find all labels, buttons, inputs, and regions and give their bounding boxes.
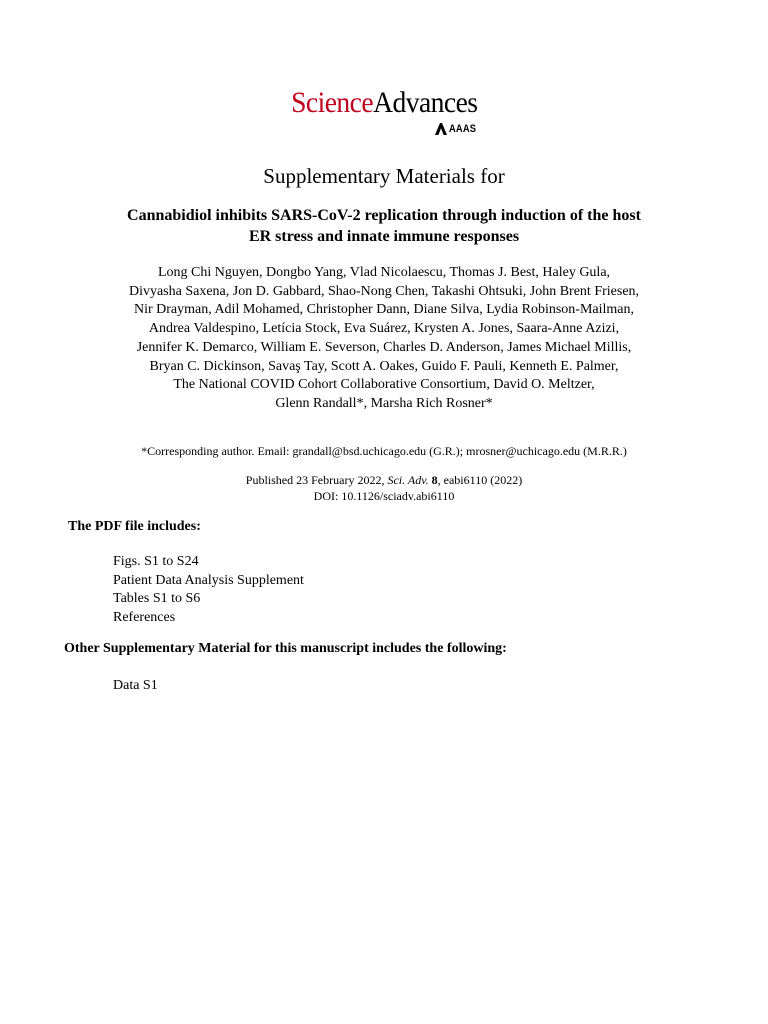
corresponding-author-note: *Corresponding author. Email: grandall@bsd.uchicago.edu (G.R.); mrosner@uchicago.edu (M.R.R.) (141, 444, 627, 458)
author-line: Divyasha Saxena, Jon D. Gabbard, Shao-Nong Chen, Takashi Ohtsuki, John Brent Friesen, (128, 283, 640, 299)
list-item: Patient Data Analysis Supplement (113, 572, 304, 588)
logo-advances-text: Advances (372, 86, 478, 119)
author-line: Jennifer K. Demarco, William E. Severson, Charles D. Anderson, James Michael Millis, (136, 339, 632, 355)
author-line: Long Chi Nguyen, Dongbo Yang, Vlad Nicolaescu, Thomas J. Best, Haley Gula, (157, 265, 611, 280)
publication-citation (0, 473, 768, 489)
list-item: References (113, 610, 176, 626)
aaas-text: AAAS (449, 122, 477, 135)
journal-logo (0, 88, 768, 118)
citation-suffix: , eabi6110 (2022) (437, 473, 523, 487)
logo-science-text: Science (290, 86, 373, 119)
author-line: Glenn Randall*, Marsha Rich Rosner* (275, 395, 493, 411)
author-line: Bryan C. Dickinson, Savaş Tay, Scott A. Oakes, Guido F. Pauli, Kenneth E. Palmer, (149, 358, 619, 374)
volume-number: 8 (431, 473, 438, 487)
supplementary-title: Supplementary Materials for (263, 164, 505, 188)
logo-wordmark (291, 88, 477, 118)
list-item: Tables S1 to S6 (113, 591, 201, 607)
paper-title-line-1: Cannabidiol inhibits SARS-CoV-2 replication through induction of the host (127, 207, 641, 224)
aaas-logo (435, 122, 481, 136)
pdf-includes-list (113, 553, 304, 628)
published-prefix: Published 23 February 2022, (245, 473, 388, 487)
other-material-list (113, 677, 158, 696)
author-line: Andrea Valdespino, Letícia Stock, Eva Suárez, Krysten A. Jones, Saara-Anne Azizi, (148, 321, 620, 337)
author-list (60, 264, 708, 414)
doi-text: DOI: 10.1126/sciadv.abi6110 (313, 488, 455, 503)
list-item: Figs. S1 to S24 (113, 554, 199, 569)
pdf-includes-heading: The PDF file includes: (68, 519, 201, 534)
other-material-heading: Other Supplementary Material for this manuscript includes the following: (64, 641, 507, 656)
aaas-triangle-icon (435, 123, 447, 135)
list-item: Data S1 (113, 678, 158, 693)
paper-title (84, 205, 684, 247)
journal-abbrev: Sci. Adv. (387, 473, 429, 487)
publication-info (0, 473, 768, 504)
paper-title-line-2: ER stress and innate immune responses (248, 228, 520, 245)
author-line: Nir Drayman, Adil Mohamed, Christopher Dann, Diane Silva, Lydia Robinson-Mailman, (133, 302, 635, 318)
author-line: The National COVID Cohort Collaborative Consortium, David O. Meltzer, (173, 377, 595, 393)
